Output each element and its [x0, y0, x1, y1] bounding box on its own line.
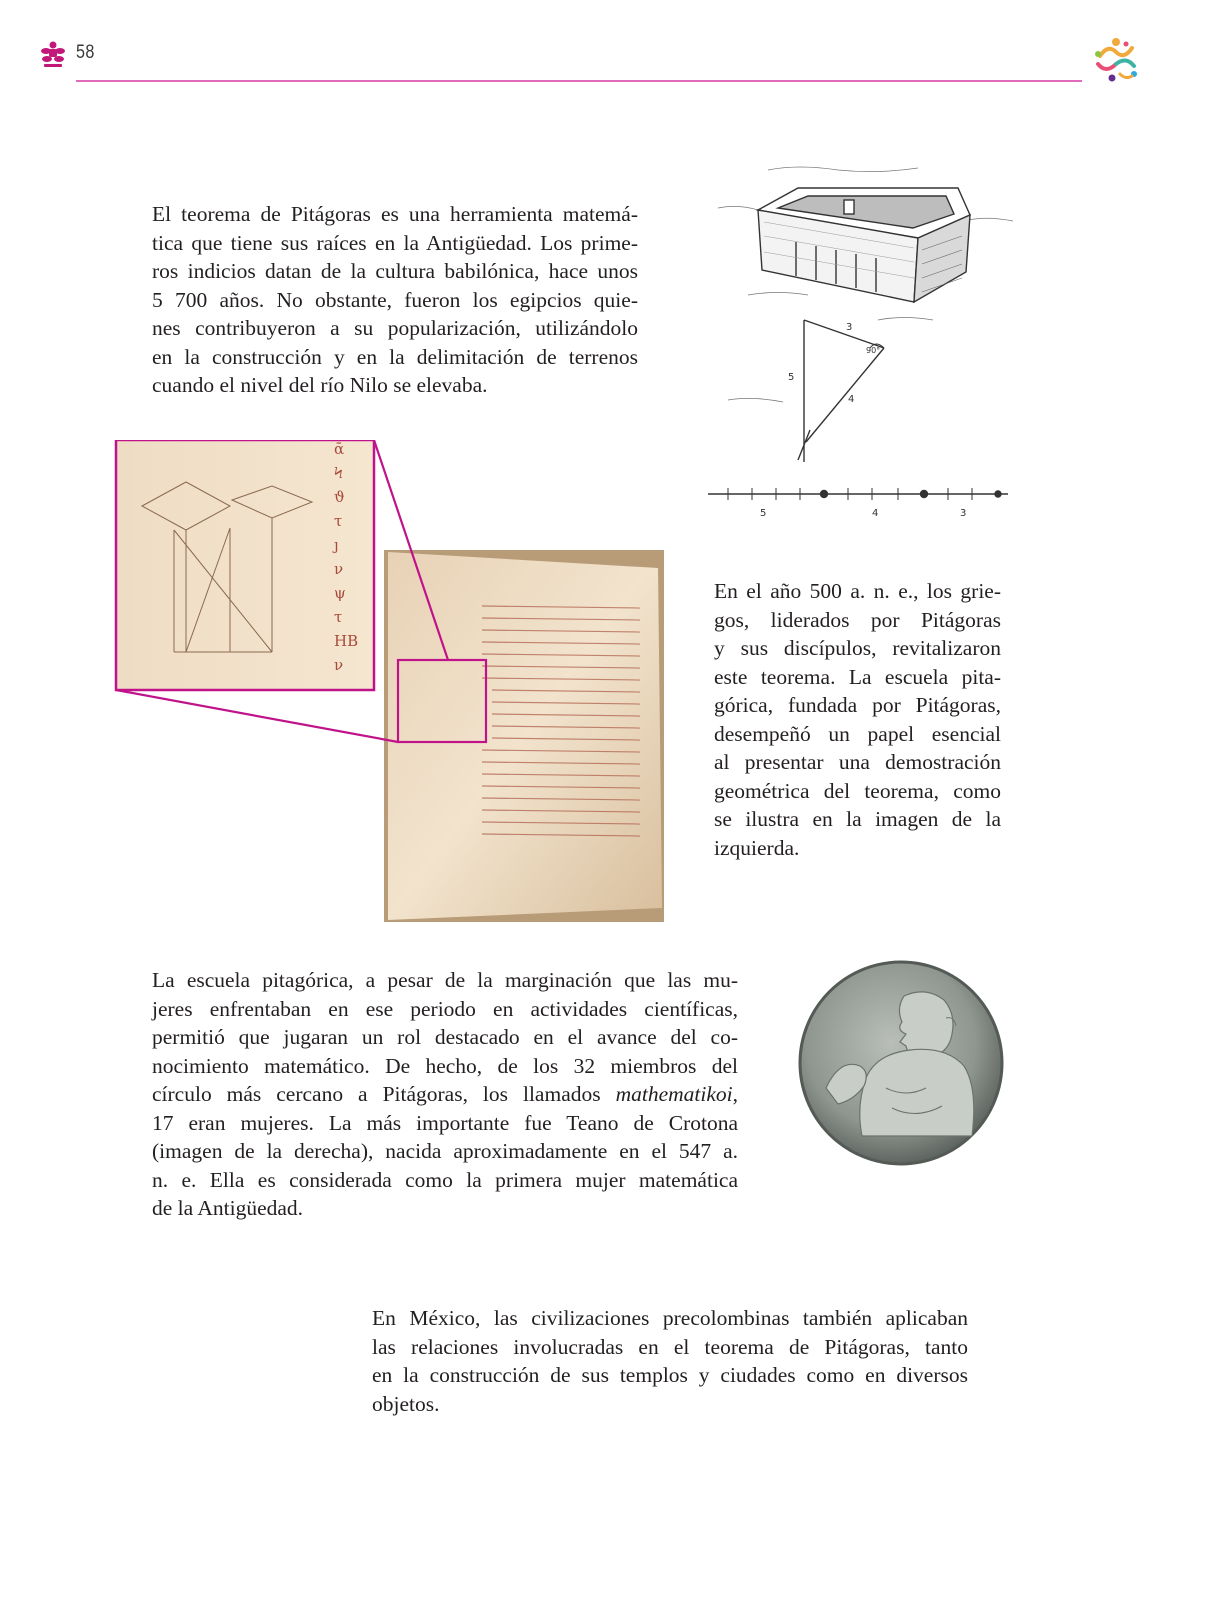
text-line: permitió que jugaran un rol destacado en el avance del co-: [152, 1025, 738, 1049]
side-label-4: 4: [848, 394, 855, 405]
text-line: se ilustra en la imagen de la: [714, 807, 1001, 831]
text-line: gos, liderados por Pitágoras: [714, 607, 1001, 632]
italic-term: mathematikoi: [615, 1082, 733, 1106]
text-line: en la construcción y en la delimitación de terrenos: [152, 344, 638, 369]
text-fragment: ,: [732, 1082, 738, 1106]
header-rule: [76, 80, 1082, 82]
text-line: al presentar una demostración: [714, 750, 1001, 774]
text-line: górica, fundada por Pitágoras,: [714, 693, 1001, 717]
rope-label-5: 5: [760, 508, 767, 519]
text-line: cuando el nivel del río Nilo se elevaba.: [152, 373, 488, 397]
greek-letter: HB: [334, 632, 359, 650]
text-line: y sus discípulos, revitalizaron: [714, 636, 1001, 660]
greek-letter: ȷ: [334, 536, 339, 554]
greek-letter: ϑ: [334, 488, 345, 506]
text-line: (imagen de la derecha), nacida aproximadamente en el 547 a.: [152, 1139, 738, 1163]
text-line: La escuela pitagórica, a pesar de la marginación que las mu-: [152, 968, 738, 992]
text-line: izquierda.: [714, 835, 800, 860]
women-paragraph: [152, 966, 738, 1223]
greek-letter: τ: [334, 512, 343, 530]
euclid-manuscript-image: [112, 440, 672, 940]
text-line: En el año 500 a. n. e., los grie-: [714, 579, 1001, 603]
text-line: este teorema. La escuela pita-: [714, 664, 1001, 689]
text-line: ros indicios datan de la cultura babilónica, hace unos: [152, 259, 638, 283]
rope-label-3: 3: [960, 508, 967, 519]
intro-paragraph: [152, 200, 638, 400]
text-line: geométrica del teorema, como: [714, 778, 1001, 803]
theano-medallion-image: [796, 958, 1006, 1168]
text-line: objetos.: [372, 1391, 440, 1416]
side-label-3: 3: [846, 322, 853, 333]
greek-letter: τ: [334, 608, 343, 626]
greek-letter: Ϟ: [334, 464, 343, 482]
mexico-paragraph: [372, 1304, 968, 1418]
greek-letter: ν: [334, 656, 344, 674]
greek-letter: ν: [334, 560, 344, 578]
text-line: de la Antigüedad.: [152, 1196, 304, 1220]
text-line: tica que tiene sus raíces en la Antigüedad. Los prime-: [152, 230, 638, 255]
text-fragment: círculo más cercano a Pitágoras, los llamados: [152, 1082, 616, 1106]
rope-label-4: 4: [872, 508, 879, 519]
egyptian-rope-triangle-illustration: [708, 160, 1024, 530]
text-line: En México, las civilizaciones precolombinas también aplicaban: [372, 1306, 968, 1330]
greeks-paragraph: [714, 577, 1001, 862]
text-line-with-italic: [152, 1080, 738, 1109]
text-line: 17 eran mujeres. La más importante fue Teano de Crotona: [152, 1110, 738, 1135]
dancing-figures-logo-icon: [1090, 34, 1142, 86]
text-line: El teorema de Pitágoras es una herramienta matemá-: [152, 202, 638, 226]
page-number: 58: [76, 42, 95, 63]
text-line: nes contribuyeron a su popularización, utilizándolo: [152, 316, 638, 340]
side-label-5: 5: [788, 372, 795, 383]
angle-label: 90°: [866, 346, 881, 355]
text-line: en la construcción de sus templos y ciudades como en diversos: [372, 1363, 968, 1387]
text-line: las relaciones involucradas en el teorema de Pitágoras, tanto: [372, 1334, 968, 1359]
text-line: jeres enfrentaban en ese periodo en actividades científicas,: [152, 996, 738, 1021]
text-line: desempeñó un papel esencial: [714, 721, 1001, 746]
text-line: 5 700 años. No obstante, fueron los egipcios quie-: [152, 287, 638, 312]
greek-letter: ᾱ: [334, 440, 345, 458]
greek-letter: ψ: [334, 584, 346, 602]
flower-ornament-icon: [40, 40, 66, 68]
text-line: n. e. Ella es considerada como la primera mujer matemática: [152, 1167, 738, 1192]
text-line: nocimiento matemático. De hecho, de los 32 miembros del: [152, 1053, 738, 1078]
